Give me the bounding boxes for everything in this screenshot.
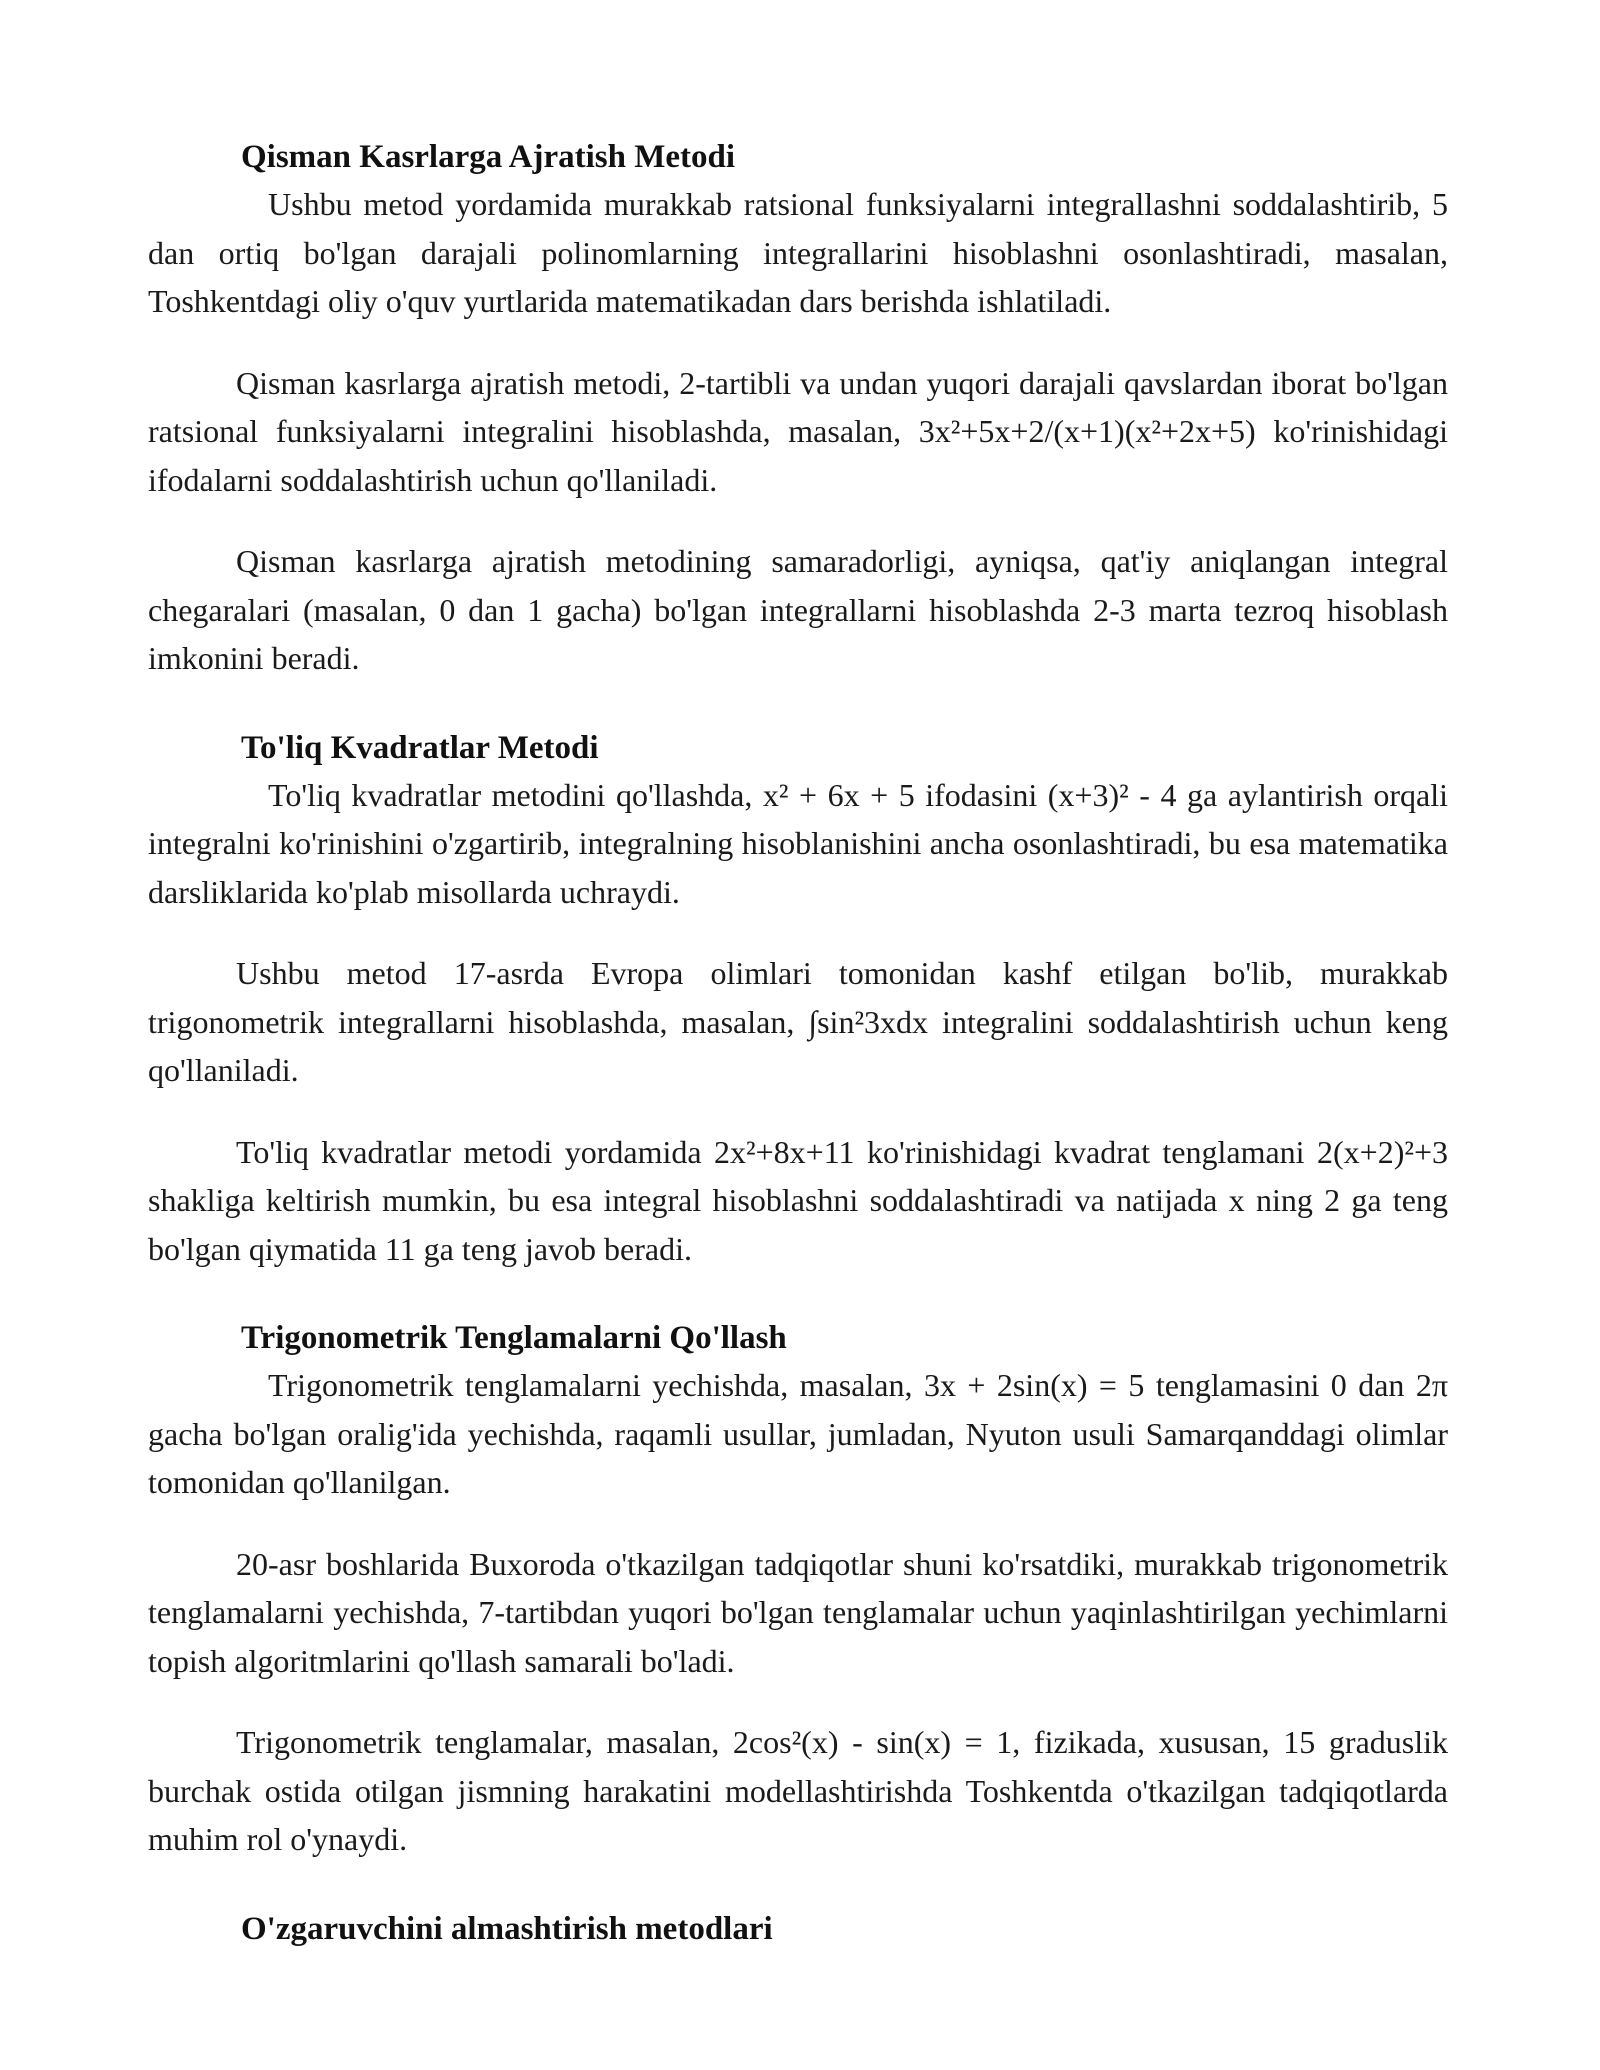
paragraph: Trigonometrik tenglamalar, masalan, 2cos²(x) - sin(x) = 1, fizikada, xususan, 15 graduslik burchak ostida otilgan jismning harakatini modellashtirishda Toshkentda o'tkazilgan tadqiqotlarda muhim rol o'ynaydi.: [148, 1724, 1448, 1857]
paragraph: 20-asr boshlarida Buxoroda o'tkazilgan tadqiqotlar shuni ko'rsatdiki, murakkab trigonometrik tenglamalarni yechishda, 7-tartibdan yuqori bo'lgan tenglamalar uchun yaqinlashtirilgan yechimlarni topish algoritmlarini qo'llash samarali bo'ladi.: [148, 1545, 1448, 1679]
section-heading-completing-square: To'liq Kvadratlar Metodi: [241, 729, 599, 766]
paragraph: Qisman kasrlarga ajratish metodining samaradorligi, ayniqsa, qat'iy aniqlangan integral chegaralari (masalan, 0 dan 1 gacha) bo'lgan integrallarni hisoblashda 2-3 marta tezroq hisoblash imkonini beradi.: [148, 543, 1448, 676]
section-heading-partial-fractions: Qisman Kasrlarga Ajratish Metodi: [241, 139, 736, 175]
paragraph: To'liq kvadratlar metodi yordamida 2x²+8x+11 ko'rinishidagi kvadrat tenglamani 2(x+2)²+3 shakliga keltirish mumkin, bu esa integral hisoblashni soddalashtiradi va natijada x ning 2 ga teng bo'lgan qiymatida 11 ga teng javob beradi.: [148, 1133, 1448, 1267]
document-body: [148, 134, 1448, 1952]
paragraph: Ushbu metod yordamida murakkab ratsional funksiyalarni integrallashni soddalashtirib, 5 dan ortiq bo'lgan darajali polinomlarning integrallarini hisoblashni osonlashtiradi, masalan, Toshkentdagi oliy o'quv yurtlarida matematikadan dars berishda ishlatiladi.: [148, 186, 1448, 319]
paragraph: Ushbu metod 17-asrda Evropa olimlari tomonidan kashf etilgan bo'lib, murakkab trigonometrik integrallarni hisoblashda, masalan, ∫sin²3xdx integralini soddalashtirish uchun keng qo'llaniladi.: [148, 955, 1448, 1088]
paragraph: Trigonometrik tenglamalarni yechishda, masalan, 3x + 2sin(x) = 5 tenglamasini 0 dan 2π gacha bo'lgan oralig'ida yechishda, raqamli usullar, jumladan, Nyuton usuli Samarqanddagi olimlar tomonidan qo'llanilgan.: [148, 1367, 1448, 1500]
section-heading-substitution-methods: O'zgaruvchini almashtirish metodlari: [241, 1910, 773, 1947]
paragraph: Qisman kasrlarga ajratish metodi, 2-tartibli va undan yuqori darajali qavslardan iborat bo'lgan ratsional funksiyalarni integralini hisoblashda, masalan, 3x²+5x+2/(x+1)(x²+2x+5) ko'rinishidagi ifodalarni soddalashtirish uchun qo'llaniladi.: [148, 364, 1448, 498]
section-heading-trig-equations: Trigonometrik Tenglamalarni Qo'llash: [241, 1320, 787, 1356]
paragraph: To'liq kvadratlar metodini qo'llashda, x² + 6x + 5 ifodasini (x+3)² - 4 ga aylantirish orqali integralni ko'rinishini o'zgartirib, integralning hisoblanishini ancha osonlashtiradi, bu esa matematika darsliklarida ko'plab misollarda uchraydi.: [148, 776, 1448, 910]
